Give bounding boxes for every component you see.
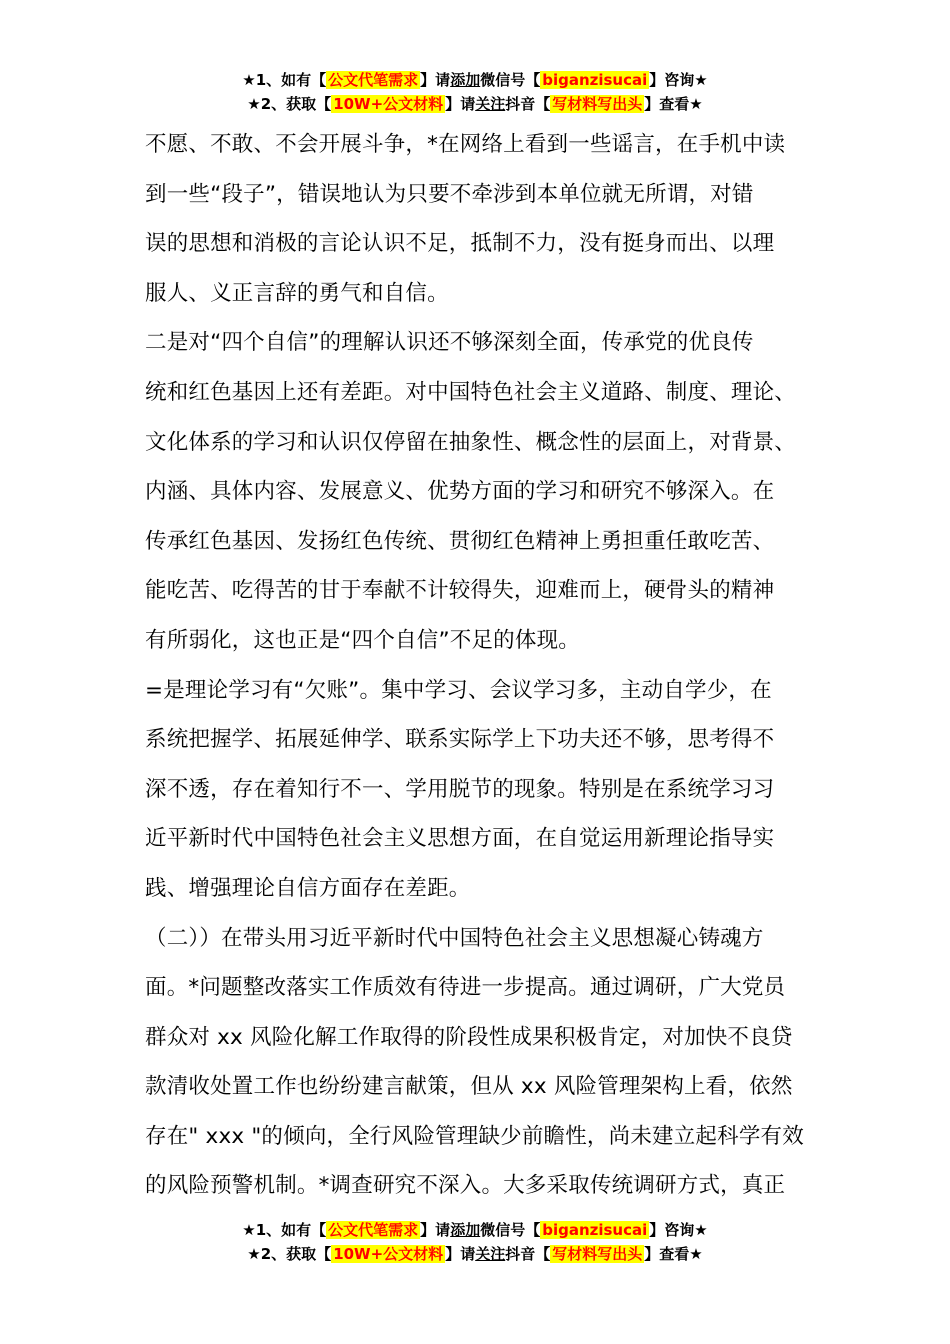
header-banner: [0, 68, 950, 116]
banner-text: 】请: [445, 95, 476, 113]
text-line: 统和红色基因上还有差距。对中国特色社会主义道路、制度、理论、: [145, 379, 797, 405]
text-line: 到一些“段子”，错误地认为只要不牵涉到本单位就无所谓，对错: [145, 181, 754, 207]
highlight-label: 公文代笔需求: [328, 71, 419, 89]
douyin-highlight: 写材料写出头: [552, 1245, 643, 1263]
banner-text: 】咨询★: [649, 1221, 708, 1239]
banner-text: 微信号【: [480, 71, 541, 89]
banner-text: 】请: [445, 1245, 476, 1263]
banner-text: 】请: [420, 71, 451, 89]
banner-text: 微信号【: [480, 1221, 541, 1239]
banner-emphasis: 关注: [475, 95, 506, 113]
banner-emphasis: 添加: [450, 71, 481, 89]
banner-line-1: [0, 68, 950, 92]
banner-text: 】查看★: [644, 95, 703, 113]
text-line: 存在" xxx "的倾向，全行风险管理缺少前瞻性，尚未建立起科学有效: [145, 1123, 804, 1149]
text-line: =是理论学习有“欠账”。集中学习、会议学习多，主动自学少，在: [145, 677, 772, 703]
banner-text: 】请: [420, 1221, 451, 1239]
text-line: 服人、义正言辞的勇气和自信。: [145, 280, 449, 306]
text-line: 践、增强理论自信方面存在差距。: [145, 875, 471, 901]
footer-banner: [0, 1218, 950, 1266]
banner-line-1: [0, 1218, 950, 1242]
banner-text: 】查看★: [644, 1245, 703, 1263]
text-line: 近平新时代中国特色社会主义思想方面，在自觉运用新理论指导实: [145, 826, 775, 852]
text-line: 文化体系的学习和认识仅停留在抽象性、概念性的层面上，对背景、: [145, 429, 797, 455]
banner-emphasis: 添加: [450, 1221, 481, 1239]
text-line: 有所弱化，这也正是“四个自信”不足的体现。: [145, 627, 580, 653]
wechat-id-highlight: biganzisucai: [542, 1221, 648, 1239]
banner-emphasis: 关注: [475, 1245, 506, 1263]
banner-line-2: [0, 1242, 950, 1266]
banner-text: 抖音【: [505, 1245, 551, 1263]
banner-text: ★1、如有【: [242, 71, 327, 89]
highlight-label: 10W+公文材料: [333, 1245, 444, 1263]
text-line: 能吃苦、吃得苦的甘于奉献不计较得失，迎难而上，硬骨头的精神: [145, 578, 775, 604]
text-line: 群众对 xx 风险化解工作取得的阶段性成果积极肯定，对加快不良贷: [145, 1024, 793, 1050]
banner-text: ★1、如有【: [242, 1221, 327, 1239]
banner-line-2: [0, 92, 950, 116]
banner-text: 抖音【: [505, 95, 551, 113]
wechat-id-highlight: biganzisucai: [542, 71, 648, 89]
text-line: 误的思想和消极的言论认识不足，抵制不力，没有挺身而出、以理: [145, 231, 775, 257]
text-line: （二））在带头用习近平新时代中国特色社会主义思想凝心铸魂方: [145, 925, 764, 951]
text-line: 系统把握学、拓展延伸学、联系实际学上下功夫还不够，思考得不: [145, 727, 775, 753]
document-body: [145, 120, 817, 1211]
highlight-label: 10W+公文材料: [333, 95, 444, 113]
text-line: 不愿、不敢、不会开展斗争，*在网络上看到一些谣言，在手机中读: [145, 132, 786, 157]
highlight-label: 公文代笔需求: [328, 1221, 419, 1239]
douyin-highlight: 写材料写出头: [552, 95, 643, 113]
text-line: 的风险预警机制。*调查研究不深入。大多采取传统调研方式，真正: [145, 1173, 786, 1199]
text-line: 二是对“四个自信”的理解认识还不够深刻全面，传承党的优良传: [145, 330, 754, 356]
banner-text: ★2、获取【: [247, 1245, 332, 1263]
text-line: 内涵、具体内容、发展意义、优势方面的学习和研究不够深入。在: [145, 479, 775, 505]
text-line: 传承红色基因、发扬红色传统、贯彻红色精神上勇担重任敢吃苦、: [145, 528, 775, 554]
text-line: 深不透，存在着知行不一、学用脱节的现象。特别是在系统学习习: [145, 776, 775, 802]
text-line: 面。*问题整改落实工作质效有待进一步提高。通过调研，广大党员: [145, 975, 786, 1001]
banner-text: 】咨询★: [649, 71, 708, 89]
banner-text: ★2、获取【: [247, 95, 332, 113]
text-line: 款清收处置工作也纷纷建言献策，但从 xx 风险管理架构上看，依然: [145, 1074, 793, 1100]
